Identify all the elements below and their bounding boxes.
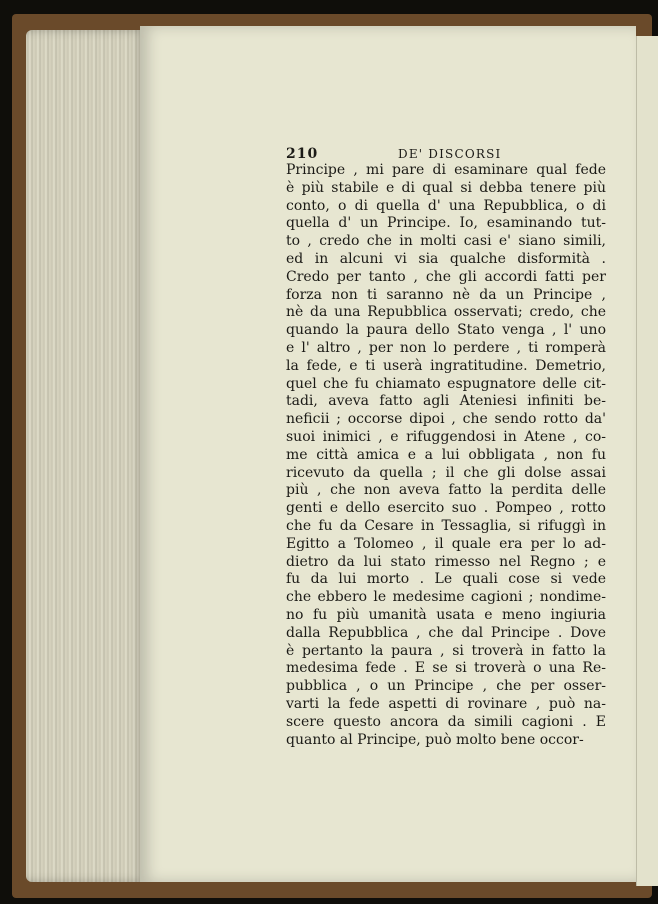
running-head: DE' DISCORSI [398,147,502,161]
text-line: dalla Repubblica , che dal Principe . Dove [286,624,606,641]
text-line: ricevuto da quella ; il che gli dolse assai [286,464,606,481]
text-line: Principe , mi pare di esaminare qual fede [286,162,606,178]
text-line: Credo per tanto , che gli accordi fatti per [286,268,606,285]
text-line: nè da una Repubblica osservati; credo, che [286,304,606,321]
page-number: 210 [286,146,319,162]
text-line: pubblica , o un Principe , che per osser- [286,678,606,695]
text-line: e l' altro , per non lo perdere , ti romperà [286,339,606,356]
body-text [286,162,606,749]
text-line: medesima fede . E se si troverà o una Re- [286,660,606,677]
text-line: la fede, e ti userà ingratitudine. Demetrio, [286,357,606,374]
text-line: scere questo ancora da simili cagioni . E [286,713,606,730]
text-line: quando la paura dello Stato venga , l' uno [286,322,606,339]
text-line: è pertanto la paura , si troverà in fatto la [286,642,606,659]
text-line: quel che fu chiamato espugnatore delle cit- [286,375,606,392]
text-line: tadi, aveva fatto agli Ateniesi infiniti be- [286,393,606,410]
text-line: to , credo che in molti casi e' siano simili, [286,233,606,250]
text-line: più , che non aveva fatto la perdita delle [286,482,606,499]
text-line: è più stabile e di qual si debba tenere più [286,179,606,196]
text-line: che fu da Cesare in Tessaglia, si rifuggì in [286,517,606,534]
text-line: no fu più umanità usata e meno ingiuria [286,606,606,623]
text-line: suoi inimici , e rifuggendosi in Atene , co- [286,428,606,445]
facing-page-edge [636,36,658,886]
text-line: che ebbero le medesime cagioni ; nondime- [286,589,606,606]
text-line: conto, o di quella d' una Repubblica, o di [286,197,606,214]
text-line: Egitto a Tolomeo , il quale era per lo ad- [286,535,606,552]
text-line: me città amica e a lui obbligata , non fu [286,446,606,463]
text-line: neficii ; occorse dipoi , che sendo rotto da' [286,411,606,428]
text-line: varti la fede aspetti di rovinare , può na- [286,695,606,712]
text-line: genti e dello esercito suo . Pompeo , rotto [286,500,606,517]
text-line: quanto al Principe, può molto bene occor- [286,731,584,748]
page-stack [26,30,146,882]
text-line: forza non ti saranno nè da un Principe , [286,286,606,303]
page-header [286,146,586,162]
text-line: dietro da lui stato rimesso nel Regno ; e [286,553,606,570]
text-line: fu da lui morto . Le quali cose si vede [286,571,606,588]
text-line: quella d' un Principe. Io, esaminando tut- [286,215,606,232]
text-line: ed in alcuni vi sia qualche disformità . [286,250,606,267]
